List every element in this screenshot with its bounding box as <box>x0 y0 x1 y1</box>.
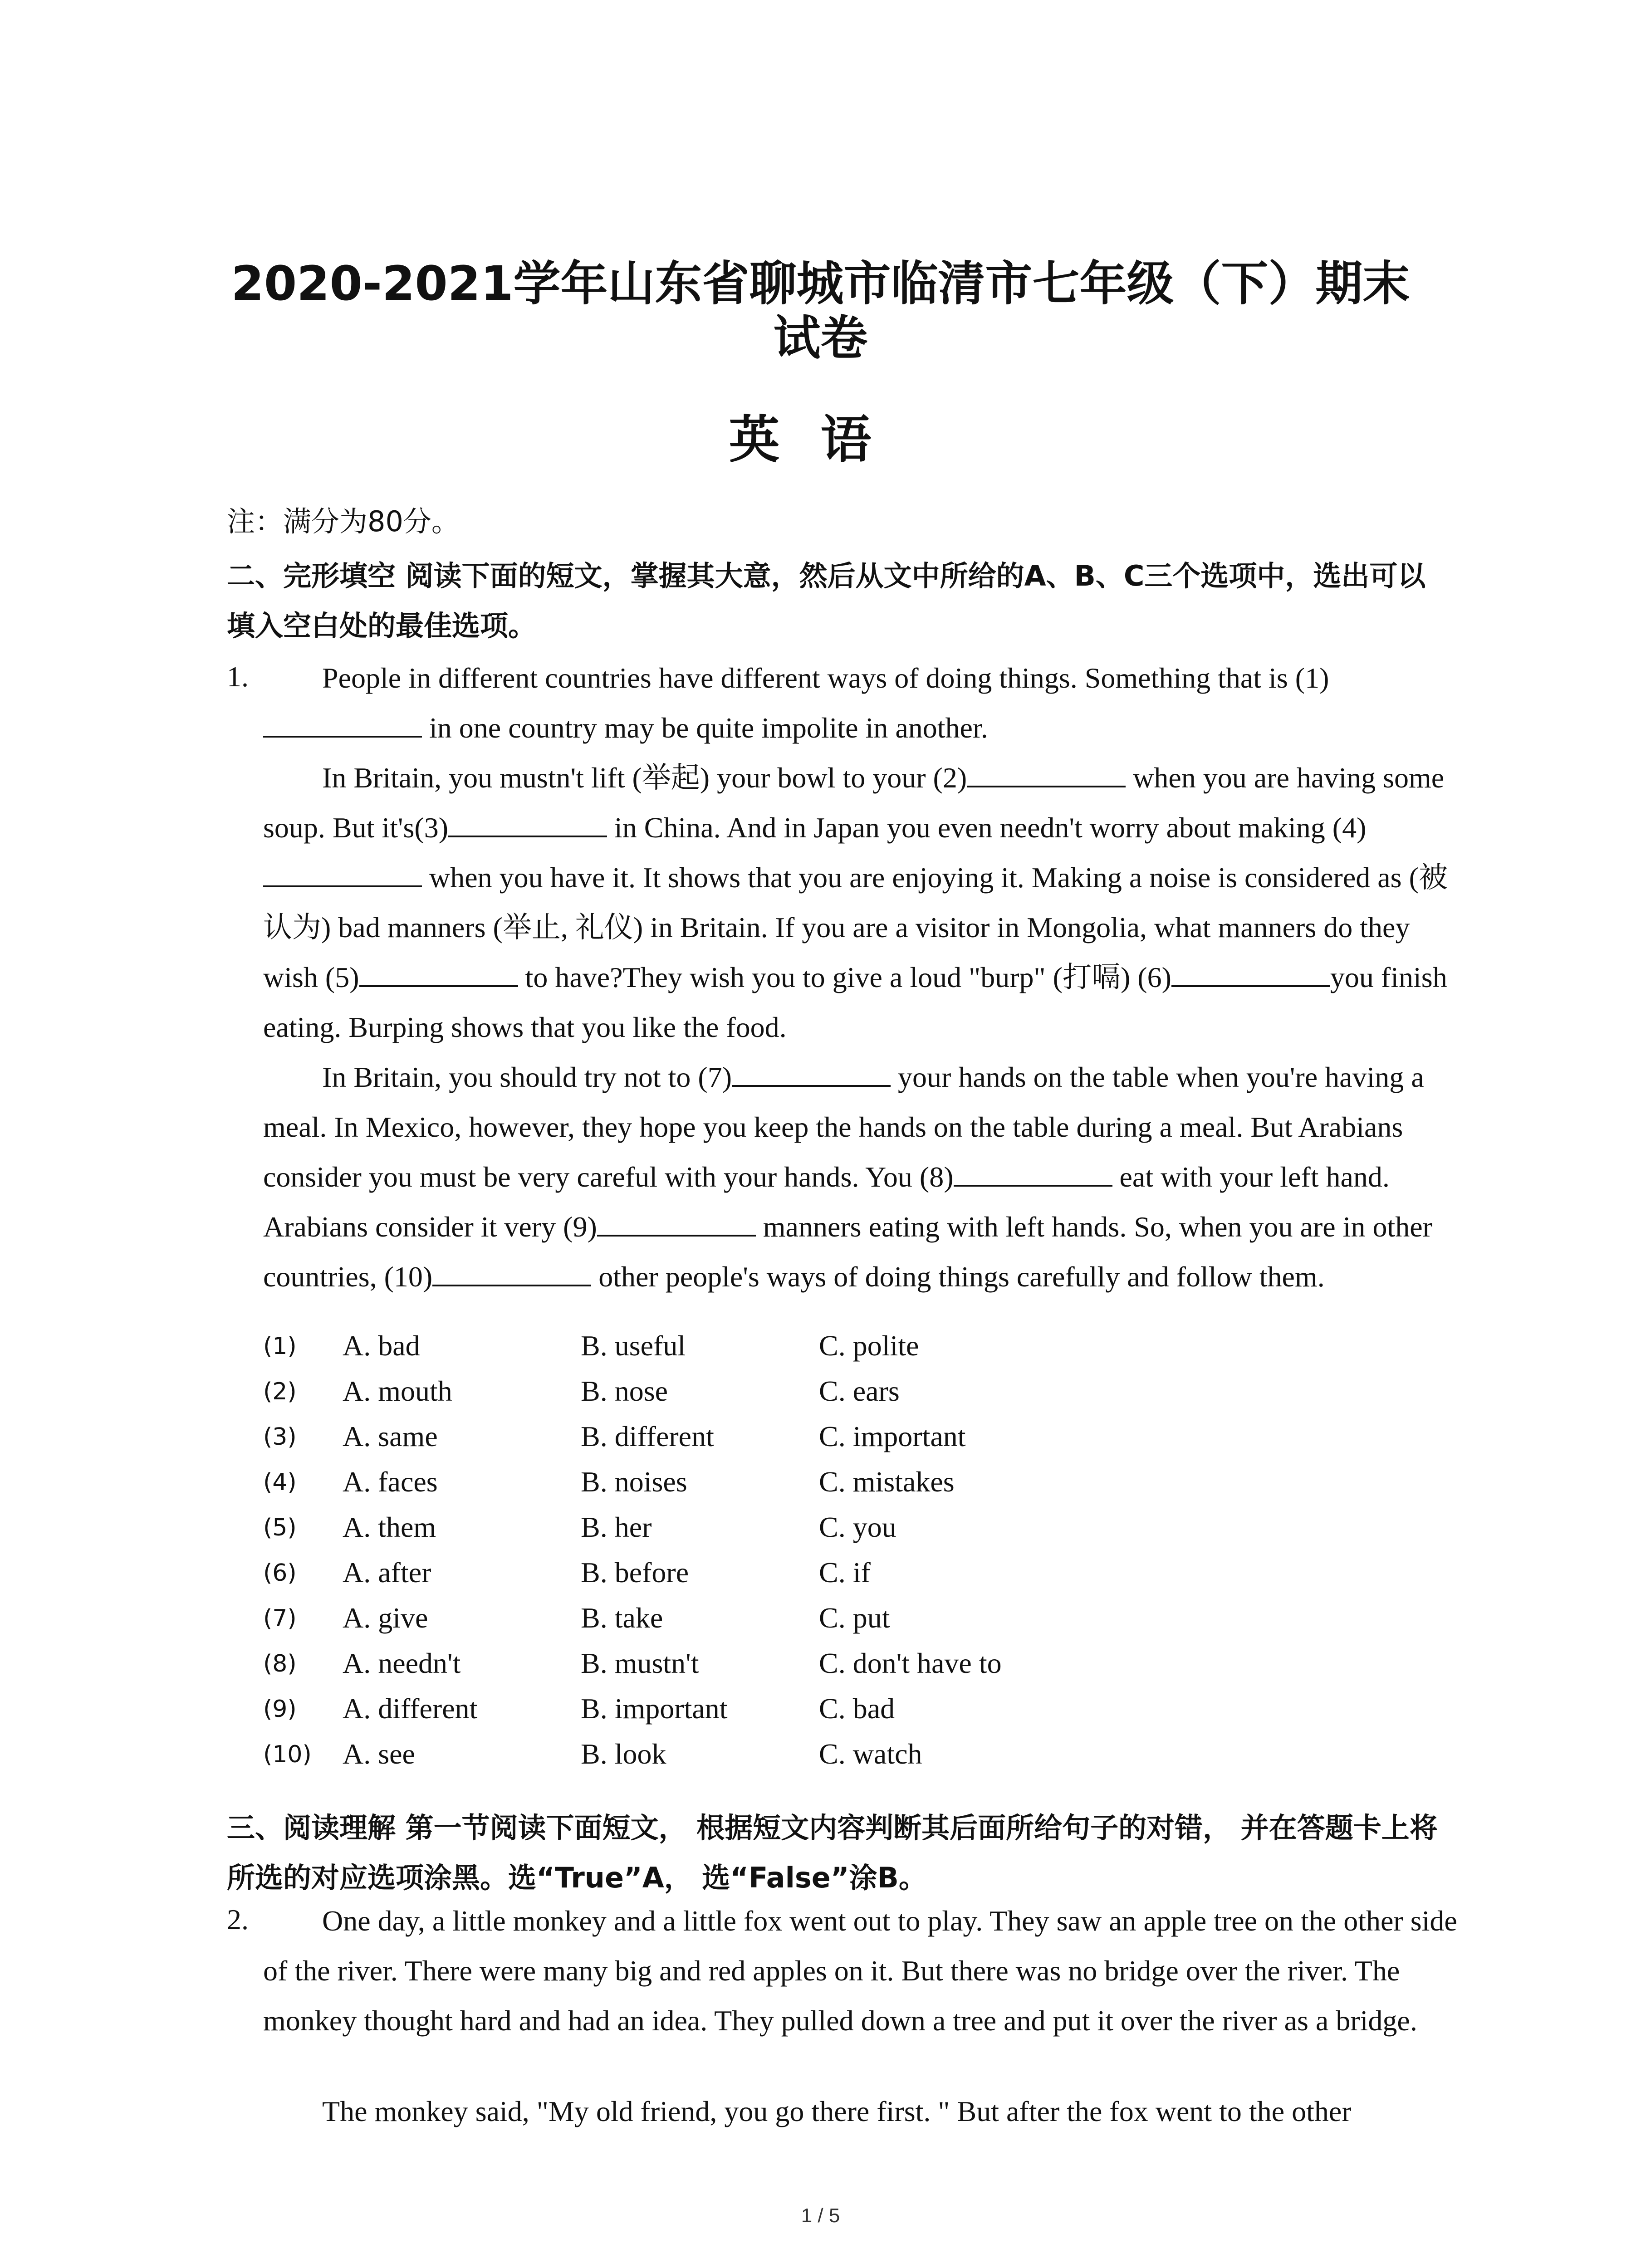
option-row: (3) A. same B. different C. important <box>263 1420 966 1452</box>
option-b: B. take <box>581 1602 663 1634</box>
option-b: B. useful <box>581 1330 686 1362</box>
option-a: A. them <box>343 1511 436 1543</box>
blank-7 <box>732 1060 891 1087</box>
blank-8 <box>954 1159 1112 1187</box>
blank-4 <box>263 860 422 887</box>
question-2-number: 2. <box>227 1903 249 1936</box>
cloze-paragraph-1: People in different countries have different ways of doing things. Something that is (1) in one country may be quite impolite in another. <box>263 653 1461 753</box>
option-c: C. important <box>819 1420 966 1452</box>
option-row: (9) A. different B. important C. bad <box>263 1692 895 1725</box>
option-b: B. nose <box>581 1375 668 1407</box>
option-row: (7) A. give B. take C. put <box>263 1602 890 1634</box>
option-b: B. before <box>581 1556 689 1589</box>
option-c: C. mistakes <box>819 1466 955 1498</box>
option-b: B. mustn't <box>581 1647 699 1679</box>
blank-2 <box>967 760 1126 787</box>
option-a: A. after <box>343 1556 431 1589</box>
option-a: A. mouth <box>343 1375 452 1407</box>
section-3-heading: 三、阅读理解 第一节阅读下面短文， 根据短文内容判断其后面所给句子的对错， 并在答题卡上将所选的对应选项涂黑。选“True”A， 选“False”涂B。 <box>227 1811 1438 1894</box>
option-c: C. watch <box>819 1738 922 1770</box>
blank-5 <box>359 960 518 987</box>
option-a: A. needn't <box>343 1647 461 1679</box>
option-row: (4) A. faces B. noises C. mistakes <box>263 1466 955 1498</box>
option-row: (10) A. see B. look C. watch <box>263 1738 922 1770</box>
option-a: A. see <box>343 1738 415 1770</box>
option-b: B. noises <box>581 1466 687 1498</box>
page-indicator: 1 / 5 <box>801 2204 840 2227</box>
option-a: A. faces <box>343 1466 438 1498</box>
subject-heading: 英语 <box>729 411 912 469</box>
blank-3 <box>448 810 607 837</box>
option-a: A. bad <box>343 1330 420 1362</box>
option-row: (1) A. bad B. useful C. polite <box>263 1330 919 1362</box>
option-c: C. you <box>819 1511 896 1543</box>
score-note: 注：满分为80分。 <box>227 505 460 538</box>
option-b: B. important <box>581 1692 728 1725</box>
option-row: (8) A. needn't B. mustn't C. don't have to <box>263 1647 1002 1679</box>
option-row: (2) A. mouth B. nose C. ears <box>263 1375 900 1407</box>
blank-1 <box>263 710 422 738</box>
option-row: (5) A. them B. her C. you <box>263 1511 896 1543</box>
section-2-heading: 二、完形填空 阅读下面的短文，掌握其大意，然后从文中所给的A、B、C三个选项中，选出可以填入空白处的最佳选项。 <box>227 559 1426 642</box>
cloze-paragraph-3: In Britain, you should try not to (7) your hands on the table when you're having a meal. In Mexico, however, they hope you keep the hands on the table during a meal. But Arabians consider you must be very careful with your hands. You (8) eat with your left hand. Arabians consider it very (9) manners eating with left hands. So, when you are in other countries, (10) other people's ways of doing things carefully and follow them. <box>263 1052 1461 1302</box>
option-b: B. her <box>581 1511 652 1543</box>
option-a: A. give <box>343 1602 428 1634</box>
blank-6 <box>1171 960 1330 987</box>
option-a: A. different <box>343 1692 478 1725</box>
option-c: C. bad <box>819 1692 895 1725</box>
option-c: C. don't have to <box>819 1647 1002 1679</box>
option-b: B. different <box>581 1420 714 1452</box>
option-b: B. look <box>581 1738 666 1770</box>
option-c: C. ears <box>819 1375 900 1407</box>
option-c: C. polite <box>819 1330 919 1362</box>
document-title-line1: 2020-2021学年山东省聊城市临清市七年级（下）期末 <box>231 256 1410 311</box>
blank-10 <box>432 1259 591 1286</box>
reading-paragraph-2: The monkey said, "My old friend, you go there first. " But after the fox went to the other <box>322 2095 1352 2127</box>
option-a: A. same <box>343 1420 438 1452</box>
cloze-paragraph-2: In Britain, you mustn't lift (举起) your bowl to your (2) when you are having some soup. But it's(3) in China. And in Japan you even needn't worry about making (4) when you have it. It shows that you are enjoying it. Making a noise is considered as (被认为) bad manners (举止, 礼仪) in Britain. If you are a visitor in Mongolia, what manners do they wish (5) to have?They wish you to give a loud "burp" (打嗝) (6) you finish eating. Burping shows that you like the food. <box>263 753 1461 1052</box>
reading-paragraph-1: One day, a little monkey and a little fox went out to play. They saw an apple tree on the other side of the river. There were many big and red apples on it. But there was no bridge over the river. The monkey thought hard and had an idea. They pulled down a tree and put it over the river as a bridge. <box>263 1905 1457 2037</box>
option-c: C. if <box>819 1556 871 1589</box>
option-row: (6) A. after B. before C. if <box>263 1556 871 1589</box>
document-title-line2: 试卷 <box>773 310 868 366</box>
options-list <box>263 1329 1216 1783</box>
option-c: C. put <box>819 1602 890 1634</box>
blank-9 <box>597 1209 756 1237</box>
question-1-number: 1. <box>227 660 249 693</box>
